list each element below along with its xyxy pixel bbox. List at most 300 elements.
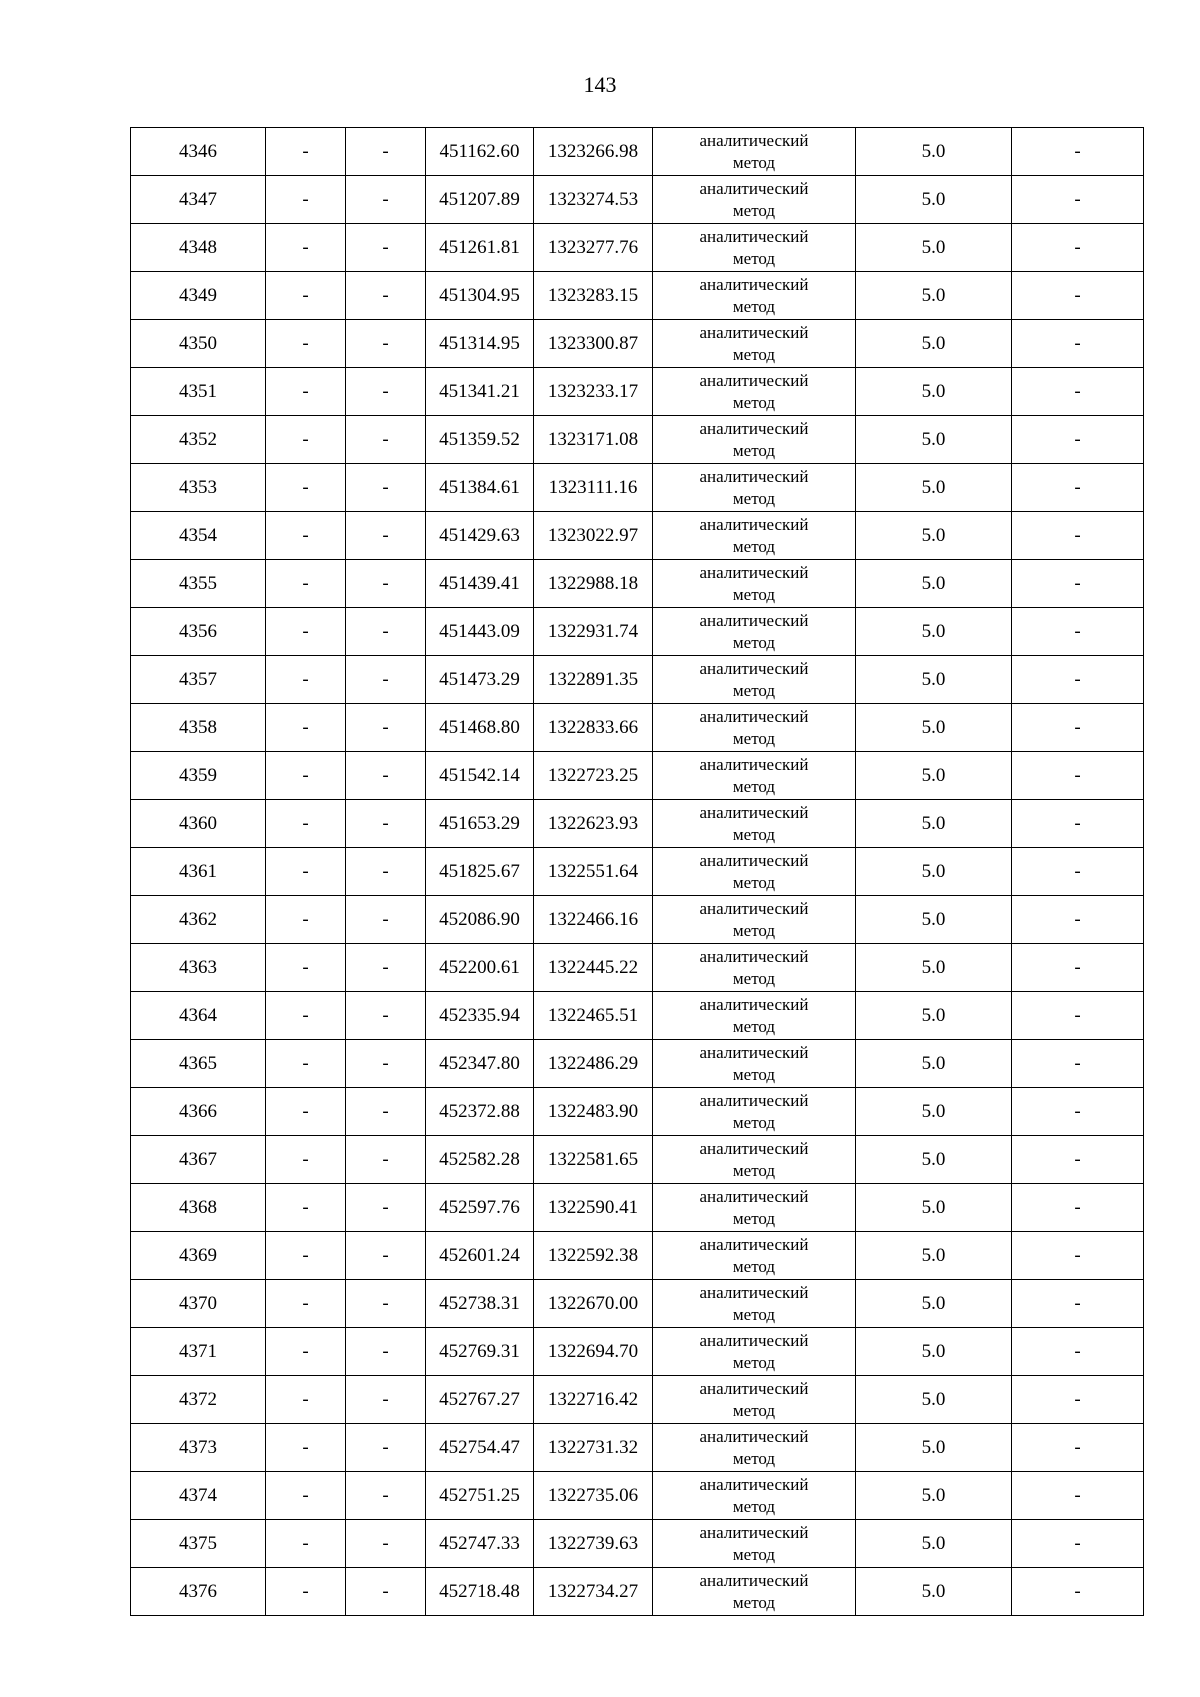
method-line-2: метод — [732, 1448, 776, 1468]
table-row — [131, 224, 1144, 272]
table-row — [131, 656, 1144, 704]
column-2-cell: - — [266, 1472, 346, 1520]
column-8-cell: - — [1012, 320, 1144, 368]
accuracy-cell: 5.0 — [856, 1232, 1012, 1280]
method-line-2: метод — [732, 1304, 776, 1324]
column-8-cell: - — [1012, 704, 1144, 752]
column-2-cell: - — [266, 1424, 346, 1472]
accuracy-cell: 5.0 — [856, 1136, 1012, 1184]
method-line-2: метод — [732, 536, 776, 556]
y-coordinate-cell: 1322445.22 — [534, 944, 653, 992]
method-cell — [653, 560, 856, 608]
method-cell — [653, 1280, 856, 1328]
method-line-1: аналитический — [699, 754, 809, 774]
method-line-1: аналитический — [699, 130, 809, 150]
column-2-cell: - — [266, 1280, 346, 1328]
column-2-cell: - — [266, 1376, 346, 1424]
column-2-cell: - — [266, 272, 346, 320]
method-line-1: аналитический — [699, 514, 809, 534]
table-row — [131, 560, 1144, 608]
accuracy-cell: 5.0 — [856, 608, 1012, 656]
column-3-cell: - — [346, 944, 426, 992]
point-number-cell: 4349 — [131, 272, 266, 320]
accuracy-cell: 5.0 — [856, 1040, 1012, 1088]
method-line-1: аналитический — [699, 994, 809, 1014]
point-number-cell: 4369 — [131, 1232, 266, 1280]
point-number-cell: 4376 — [131, 1568, 266, 1616]
point-number-cell: 4358 — [131, 704, 266, 752]
x-coordinate-cell: 451468.80 — [426, 704, 534, 752]
method-line-2: метод — [732, 1112, 776, 1132]
table-row — [131, 512, 1144, 560]
method-line-2: метод — [732, 872, 776, 892]
method-line-2: метод — [732, 728, 776, 748]
column-3-cell: - — [346, 608, 426, 656]
method-cell — [653, 368, 856, 416]
accuracy-cell: 5.0 — [856, 896, 1012, 944]
accuracy-cell: 5.0 — [856, 1088, 1012, 1136]
column-3-cell: - — [346, 1424, 426, 1472]
y-coordinate-cell: 1323283.15 — [534, 272, 653, 320]
point-number-cell: 4354 — [131, 512, 266, 560]
method-line-2: метод — [732, 152, 776, 172]
method-cell — [653, 944, 856, 992]
column-8-cell: - — [1012, 1424, 1144, 1472]
method-cell — [653, 752, 856, 800]
method-cell — [653, 848, 856, 896]
accuracy-cell: 5.0 — [856, 1328, 1012, 1376]
table-row — [131, 272, 1144, 320]
method-line-2: метод — [732, 824, 776, 844]
point-number-cell: 4361 — [131, 848, 266, 896]
method-cell — [653, 272, 856, 320]
method-line-2: метод — [732, 344, 776, 364]
column-8-cell: - — [1012, 416, 1144, 464]
column-3-cell: - — [346, 512, 426, 560]
point-number-cell: 4363 — [131, 944, 266, 992]
column-2-cell: - — [266, 1568, 346, 1616]
column-3-cell: - — [346, 1232, 426, 1280]
method-cell — [653, 896, 856, 944]
column-2-cell: - — [266, 416, 346, 464]
accuracy-cell: 5.0 — [856, 368, 1012, 416]
column-8-cell: - — [1012, 1472, 1144, 1520]
method-line-1: аналитический — [699, 706, 809, 726]
method-line-2: метод — [732, 776, 776, 796]
y-coordinate-cell: 1322592.38 — [534, 1232, 653, 1280]
method-line-1: аналитический — [699, 466, 809, 486]
method-line-2: метод — [732, 968, 776, 988]
page-number: 143 — [583, 72, 617, 97]
table-row — [131, 992, 1144, 1040]
column-3-cell: - — [346, 368, 426, 416]
x-coordinate-cell: 452582.28 — [426, 1136, 534, 1184]
point-number-cell: 4351 — [131, 368, 266, 416]
point-number-cell: 4353 — [131, 464, 266, 512]
table-row — [131, 1568, 1144, 1616]
column-3-cell: - — [346, 272, 426, 320]
column-2-cell: - — [266, 1232, 346, 1280]
method-line-1: аналитический — [699, 1282, 809, 1302]
x-coordinate-cell: 451304.95 — [426, 272, 534, 320]
y-coordinate-cell: 1322486.29 — [534, 1040, 653, 1088]
table-row — [131, 368, 1144, 416]
method-line-1: аналитический — [699, 1234, 809, 1254]
column-3-cell: - — [346, 1184, 426, 1232]
y-coordinate-cell: 1323111.16 — [534, 464, 653, 512]
column-3-cell: - — [346, 1040, 426, 1088]
y-coordinate-cell: 1323022.97 — [534, 512, 653, 560]
column-8-cell: - — [1012, 1328, 1144, 1376]
point-number-cell: 4347 — [131, 176, 266, 224]
method-line-2: метод — [732, 1208, 776, 1228]
column-8-cell: - — [1012, 896, 1144, 944]
point-number-cell: 4368 — [131, 1184, 266, 1232]
x-coordinate-cell: 452767.27 — [426, 1376, 534, 1424]
point-number-cell: 4367 — [131, 1136, 266, 1184]
y-coordinate-cell: 1322739.63 — [534, 1520, 653, 1568]
point-number-cell: 4350 — [131, 320, 266, 368]
x-coordinate-cell: 452597.76 — [426, 1184, 534, 1232]
column-2-cell: - — [266, 368, 346, 416]
point-number-cell: 4360 — [131, 800, 266, 848]
method-line-2: метод — [732, 248, 776, 268]
y-coordinate-cell: 1323171.08 — [534, 416, 653, 464]
y-coordinate-cell: 1322623.93 — [534, 800, 653, 848]
method-line-2: метод — [732, 1256, 776, 1276]
column-3-cell: - — [346, 896, 426, 944]
column-2-cell: - — [266, 1040, 346, 1088]
method-cell — [653, 1472, 856, 1520]
method-cell — [653, 1376, 856, 1424]
column-3-cell: - — [346, 416, 426, 464]
table-row — [131, 944, 1144, 992]
column-8-cell: - — [1012, 608, 1144, 656]
accuracy-cell: 5.0 — [856, 560, 1012, 608]
accuracy-cell: 5.0 — [856, 656, 1012, 704]
column-3-cell: - — [346, 176, 426, 224]
y-coordinate-cell: 1322891.35 — [534, 656, 653, 704]
x-coordinate-cell: 451429.63 — [426, 512, 534, 560]
method-cell — [653, 1424, 856, 1472]
method-line-1: аналитический — [699, 658, 809, 678]
column-8-cell: - — [1012, 1520, 1144, 1568]
method-cell — [653, 800, 856, 848]
method-cell — [653, 1232, 856, 1280]
column-8-cell: - — [1012, 560, 1144, 608]
column-3-cell: - — [346, 1136, 426, 1184]
method-line-1: аналитический — [699, 178, 809, 198]
accuracy-cell: 5.0 — [856, 944, 1012, 992]
accuracy-cell: 5.0 — [856, 416, 1012, 464]
table-row — [131, 704, 1144, 752]
method-line-1: аналитический — [699, 1378, 809, 1398]
method-line-2: метод — [732, 584, 776, 604]
column-3-cell: - — [346, 128, 426, 176]
method-line-2: метод — [732, 1352, 776, 1372]
column-8-cell: - — [1012, 176, 1144, 224]
table-row — [131, 848, 1144, 896]
column-3-cell: - — [346, 560, 426, 608]
column-3-cell: - — [346, 1088, 426, 1136]
column-3-cell: - — [346, 1472, 426, 1520]
accuracy-cell: 5.0 — [856, 176, 1012, 224]
column-8-cell: - — [1012, 1232, 1144, 1280]
x-coordinate-cell: 451341.21 — [426, 368, 534, 416]
column-2-cell: - — [266, 224, 346, 272]
point-number-cell: 4348 — [131, 224, 266, 272]
point-number-cell: 4346 — [131, 128, 266, 176]
x-coordinate-cell: 451542.14 — [426, 752, 534, 800]
column-8-cell: - — [1012, 1088, 1144, 1136]
column-2-cell: - — [266, 176, 346, 224]
method-line-2: метод — [732, 680, 776, 700]
method-line-1: аналитический — [699, 1570, 809, 1590]
point-number-cell: 4370 — [131, 1280, 266, 1328]
method-line-1: аналитический — [699, 1330, 809, 1350]
y-coordinate-cell: 1322551.64 — [534, 848, 653, 896]
x-coordinate-cell: 452747.33 — [426, 1520, 534, 1568]
point-number-cell: 4362 — [131, 896, 266, 944]
method-line-1: аналитический — [699, 418, 809, 438]
method-cell — [653, 176, 856, 224]
x-coordinate-cell: 452769.31 — [426, 1328, 534, 1376]
table-row — [131, 416, 1144, 464]
y-coordinate-cell: 1322734.27 — [534, 1568, 653, 1616]
accuracy-cell: 5.0 — [856, 848, 1012, 896]
column-8-cell: - — [1012, 752, 1144, 800]
table-row — [131, 1088, 1144, 1136]
y-coordinate-cell: 1322988.18 — [534, 560, 653, 608]
column-3-cell: - — [346, 1376, 426, 1424]
x-coordinate-cell: 451439.41 — [426, 560, 534, 608]
table-row — [131, 320, 1144, 368]
method-cell — [653, 1088, 856, 1136]
column-3-cell: - — [346, 1520, 426, 1568]
accuracy-cell: 5.0 — [856, 752, 1012, 800]
method-line-1: аналитический — [699, 898, 809, 918]
table-row — [131, 1520, 1144, 1568]
method-line-1: аналитический — [699, 1474, 809, 1494]
y-coordinate-cell: 1322931.74 — [534, 608, 653, 656]
table-row — [131, 1184, 1144, 1232]
column-3-cell: - — [346, 464, 426, 512]
point-number-cell: 4375 — [131, 1520, 266, 1568]
method-cell — [653, 320, 856, 368]
column-2-cell: - — [266, 464, 346, 512]
column-2-cell: - — [266, 1088, 346, 1136]
column-2-cell: - — [266, 320, 346, 368]
point-number-cell: 4372 — [131, 1376, 266, 1424]
y-coordinate-cell: 1322466.16 — [534, 896, 653, 944]
point-number-cell: 4374 — [131, 1472, 266, 1520]
column-2-cell: - — [266, 800, 346, 848]
point-number-cell: 4356 — [131, 608, 266, 656]
method-line-2: метод — [732, 1592, 776, 1612]
method-line-2: метод — [732, 392, 776, 412]
method-cell — [653, 1184, 856, 1232]
method-cell — [653, 128, 856, 176]
coordinates-table-body — [131, 128, 1144, 1616]
x-coordinate-cell: 452738.31 — [426, 1280, 534, 1328]
column-8-cell: - — [1012, 224, 1144, 272]
method-line-2: метод — [732, 920, 776, 940]
y-coordinate-cell: 1323277.76 — [534, 224, 653, 272]
accuracy-cell: 5.0 — [856, 1424, 1012, 1472]
y-coordinate-cell: 1322735.06 — [534, 1472, 653, 1520]
column-3-cell: - — [346, 320, 426, 368]
point-number-cell: 4352 — [131, 416, 266, 464]
method-line-2: метод — [732, 1016, 776, 1036]
table-row — [131, 608, 1144, 656]
method-line-2: метод — [732, 1544, 776, 1564]
x-coordinate-cell: 451443.09 — [426, 608, 534, 656]
column-2-cell: - — [266, 992, 346, 1040]
method-line-1: аналитический — [699, 1090, 809, 1110]
column-8-cell: - — [1012, 1376, 1144, 1424]
table-row — [131, 1376, 1144, 1424]
y-coordinate-cell: 1323266.98 — [534, 128, 653, 176]
method-cell — [653, 416, 856, 464]
method-cell — [653, 512, 856, 560]
column-8-cell: - — [1012, 512, 1144, 560]
accuracy-cell: 5.0 — [856, 1280, 1012, 1328]
method-cell — [653, 992, 856, 1040]
column-2-cell: - — [266, 944, 346, 992]
x-coordinate-cell: 451162.60 — [426, 128, 534, 176]
method-line-1: аналитический — [699, 1186, 809, 1206]
method-line-2: метод — [732, 632, 776, 652]
accuracy-cell: 5.0 — [856, 464, 1012, 512]
column-3-cell: - — [346, 992, 426, 1040]
column-2-cell: - — [266, 512, 346, 560]
y-coordinate-cell: 1322833.66 — [534, 704, 653, 752]
accuracy-cell: 5.0 — [856, 704, 1012, 752]
accuracy-cell: 5.0 — [856, 128, 1012, 176]
column-2-cell: - — [266, 896, 346, 944]
method-cell — [653, 1040, 856, 1088]
x-coordinate-cell: 451314.95 — [426, 320, 534, 368]
y-coordinate-cell: 1322670.00 — [534, 1280, 653, 1328]
column-2-cell: - — [266, 848, 346, 896]
table-row — [131, 1232, 1144, 1280]
accuracy-cell: 5.0 — [856, 512, 1012, 560]
method-line-1: аналитический — [699, 322, 809, 342]
x-coordinate-cell: 452751.25 — [426, 1472, 534, 1520]
point-number-cell: 4357 — [131, 656, 266, 704]
method-line-2: метод — [732, 488, 776, 508]
column-8-cell: - — [1012, 1568, 1144, 1616]
column-3-cell: - — [346, 1568, 426, 1616]
method-cell — [653, 1328, 856, 1376]
column-3-cell: - — [346, 224, 426, 272]
y-coordinate-cell: 1322731.32 — [534, 1424, 653, 1472]
accuracy-cell: 5.0 — [856, 1472, 1012, 1520]
y-coordinate-cell: 1322590.41 — [534, 1184, 653, 1232]
y-coordinate-cell: 1323233.17 — [534, 368, 653, 416]
x-coordinate-cell: 451653.29 — [426, 800, 534, 848]
x-coordinate-cell: 452601.24 — [426, 1232, 534, 1280]
table-row — [131, 1136, 1144, 1184]
point-number-cell: 4373 — [131, 1424, 266, 1472]
column-3-cell: - — [346, 800, 426, 848]
x-coordinate-cell: 452754.47 — [426, 1424, 534, 1472]
column-8-cell: - — [1012, 1184, 1144, 1232]
method-cell — [653, 1520, 856, 1568]
column-8-cell: - — [1012, 848, 1144, 896]
column-3-cell: - — [346, 656, 426, 704]
point-number-cell: 4359 — [131, 752, 266, 800]
accuracy-cell: 5.0 — [856, 800, 1012, 848]
column-2-cell: - — [266, 656, 346, 704]
x-coordinate-cell: 451359.52 — [426, 416, 534, 464]
table-row — [131, 176, 1144, 224]
column-3-cell: - — [346, 848, 426, 896]
method-line-1: аналитический — [699, 850, 809, 870]
y-coordinate-cell: 1323274.53 — [534, 176, 653, 224]
y-coordinate-cell: 1322723.25 — [534, 752, 653, 800]
y-coordinate-cell: 1322483.90 — [534, 1088, 653, 1136]
column-2-cell: - — [266, 752, 346, 800]
method-line-1: аналитический — [699, 1426, 809, 1446]
method-cell — [653, 1136, 856, 1184]
method-line-1: аналитический — [699, 370, 809, 390]
method-cell — [653, 464, 856, 512]
table-row — [131, 800, 1144, 848]
column-8-cell: - — [1012, 272, 1144, 320]
accuracy-cell: 5.0 — [856, 1520, 1012, 1568]
column-8-cell: - — [1012, 128, 1144, 176]
table-row — [131, 128, 1144, 176]
accuracy-cell: 5.0 — [856, 1184, 1012, 1232]
accuracy-cell: 5.0 — [856, 1376, 1012, 1424]
table-row — [131, 1040, 1144, 1088]
point-number-cell: 4355 — [131, 560, 266, 608]
column-2-cell: - — [266, 1136, 346, 1184]
column-3-cell: - — [346, 704, 426, 752]
table-row — [131, 464, 1144, 512]
x-coordinate-cell: 451473.29 — [426, 656, 534, 704]
column-8-cell: - — [1012, 368, 1144, 416]
accuracy-cell: 5.0 — [856, 272, 1012, 320]
y-coordinate-cell: 1322465.51 — [534, 992, 653, 1040]
x-coordinate-cell: 452372.88 — [426, 1088, 534, 1136]
method-line-2: метод — [732, 296, 776, 316]
method-line-2: метод — [732, 200, 776, 220]
column-8-cell: - — [1012, 1280, 1144, 1328]
method-line-2: метод — [732, 1064, 776, 1084]
column-2-cell: - — [266, 560, 346, 608]
x-coordinate-cell: 452718.48 — [426, 1568, 534, 1616]
method-cell — [653, 704, 856, 752]
column-3-cell: - — [346, 1280, 426, 1328]
method-line-1: аналитический — [699, 802, 809, 822]
x-coordinate-cell: 451261.81 — [426, 224, 534, 272]
column-3-cell: - — [346, 752, 426, 800]
column-3-cell: - — [346, 1328, 426, 1376]
x-coordinate-cell: 452200.61 — [426, 944, 534, 992]
accuracy-cell: 5.0 — [856, 992, 1012, 1040]
accuracy-cell: 5.0 — [856, 224, 1012, 272]
x-coordinate-cell: 451384.61 — [426, 464, 534, 512]
y-coordinate-cell: 1323300.87 — [534, 320, 653, 368]
method-line-2: метод — [732, 1400, 776, 1420]
method-line-1: аналитический — [699, 1522, 809, 1542]
point-number-cell: 4364 — [131, 992, 266, 1040]
method-cell — [653, 224, 856, 272]
method-line-1: аналитический — [699, 946, 809, 966]
method-line-2: метод — [732, 440, 776, 460]
